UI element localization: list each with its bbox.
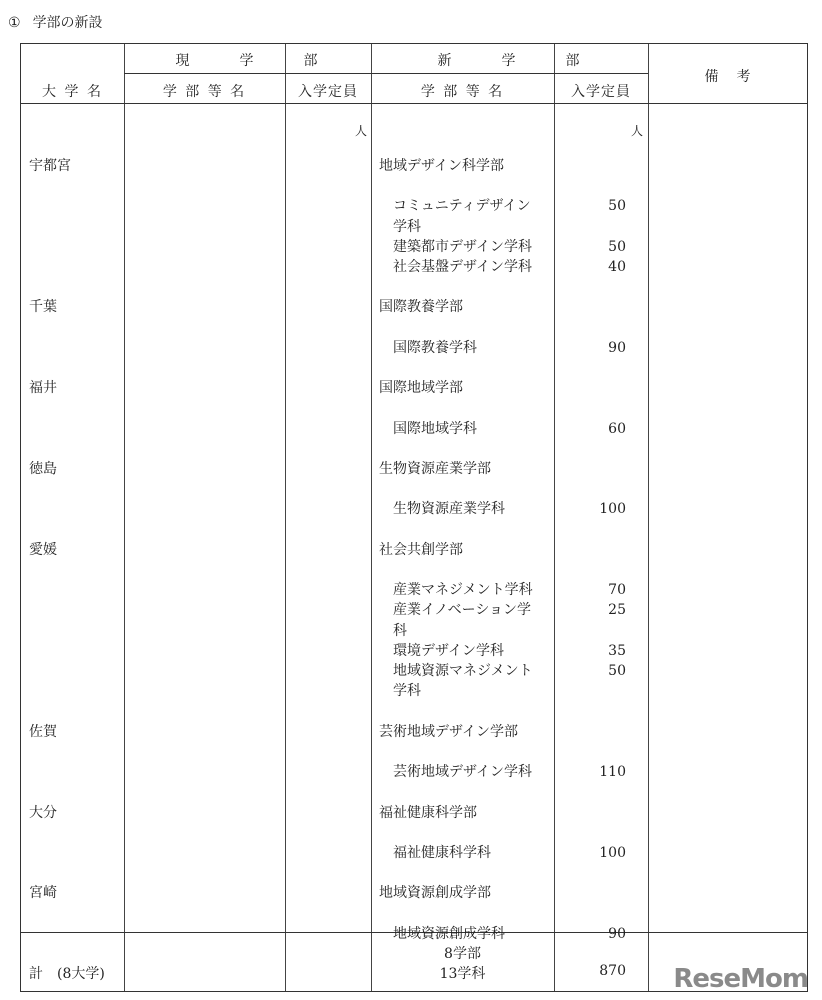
empty-cell	[21, 499, 124, 519]
empty-cell	[21, 237, 124, 257]
empty-cell	[21, 641, 124, 661]
department-name: 社会基盤デザイン学科	[393, 259, 533, 276]
empty-cell	[21, 924, 124, 944]
empty-cell	[648, 156, 809, 176]
empty-cell	[285, 419, 371, 439]
department-name: 芸術地域デザイン学科	[393, 764, 533, 781]
university-name: 大分	[29, 804, 57, 821]
header-new-faculty-name: 学 部 等 名	[420, 84, 505, 100]
empty-cell	[124, 924, 285, 944]
department-capacity: 50	[608, 198, 626, 215]
department-name: 建築都市デザイン学科	[393, 238, 533, 255]
empty-cell	[285, 540, 371, 560]
empty-cell	[648, 883, 809, 903]
empty-cell	[21, 661, 124, 701]
empty-cell	[554, 156, 648, 176]
table-row	[21, 257, 809, 277]
empty-cell	[648, 641, 809, 661]
table-row	[21, 742, 809, 762]
department-capacity: 110	[599, 764, 626, 781]
department-name: 生物資源産業学科	[393, 501, 505, 518]
table-row	[21, 762, 809, 782]
table-row	[21, 520, 809, 540]
department-capacity: 60	[608, 420, 626, 437]
header-current-capacity: 入学定員	[298, 84, 358, 100]
empty-cell	[285, 843, 371, 863]
table-row	[21, 156, 809, 176]
header-current-faculty-name: 学 部 等 名	[162, 84, 247, 100]
header-divider	[124, 73, 648, 74]
empty-cell	[554, 722, 648, 742]
empty-cell	[554, 378, 648, 398]
table-row	[21, 701, 809, 721]
total-capacity: 870	[599, 963, 626, 979]
table-row	[21, 883, 809, 903]
table-row	[21, 338, 809, 358]
empty-cell	[648, 580, 809, 600]
empty-cell	[285, 338, 371, 358]
department-capacity: 100	[599, 501, 626, 518]
empty-cell	[285, 600, 371, 640]
empty-cell	[648, 803, 809, 823]
table-row	[21, 661, 809, 701]
table-row	[21, 823, 809, 843]
university-name: 愛媛	[29, 541, 57, 558]
empty-cell	[124, 237, 285, 257]
department-name: 環境デザイン学科	[393, 642, 505, 659]
table-row	[21, 419, 809, 439]
empty-cell	[648, 600, 809, 640]
empty-cell	[285, 378, 371, 398]
department-name: 福祉健康科学科	[393, 844, 491, 861]
department-capacity: 90	[608, 339, 626, 356]
empty-cell	[648, 661, 809, 701]
empty-cell	[285, 499, 371, 519]
table-row	[21, 843, 809, 863]
resemom-logo: ReseMom	[673, 964, 808, 994]
empty-cell	[124, 196, 285, 236]
empty-cell	[124, 459, 285, 479]
header-new-capacity: 入学定員	[571, 84, 631, 100]
table-row	[21, 904, 809, 924]
table-row	[21, 924, 809, 944]
department-name: 国際地域学科	[393, 420, 477, 437]
university-name: 佐賀	[29, 723, 57, 740]
empty-cell	[648, 843, 809, 863]
empty-cell	[124, 540, 285, 560]
empty-cell	[124, 297, 285, 317]
table-row	[21, 237, 809, 257]
empty-cell	[21, 580, 124, 600]
empty-cell	[285, 297, 371, 317]
empty-cell	[21, 419, 124, 439]
empty-cell	[285, 883, 371, 903]
faculty-name: 地域デザイン科学部	[379, 158, 505, 174]
empty-cell	[285, 803, 371, 823]
department-capacity: 100	[599, 844, 626, 861]
department-capacity: 70	[608, 582, 626, 599]
department-name: 国際教養学科	[393, 339, 477, 356]
empty-cell	[648, 257, 809, 277]
empty-cell	[554, 297, 648, 317]
empty-cell	[648, 419, 809, 439]
empty-cell	[285, 580, 371, 600]
empty-cell	[124, 883, 285, 903]
total-departments: 13学科	[439, 966, 486, 982]
header-bottom-line	[21, 103, 807, 104]
faculty-name: 国際地域学部	[379, 380, 463, 397]
section-title	[8, 12, 103, 32]
empty-cell	[124, 378, 285, 398]
empty-cell	[554, 803, 648, 823]
department-capacity: 50	[608, 238, 626, 255]
table-row	[21, 803, 809, 823]
table-row	[21, 600, 809, 640]
empty-cell	[648, 924, 809, 944]
university-name: 徳島	[29, 461, 57, 478]
empty-cell	[285, 156, 371, 176]
table-row	[21, 439, 809, 459]
department-name: 地域資源マネジメント学科	[393, 663, 533, 700]
faculty-name: 地域資源創成学部	[379, 885, 491, 902]
table-row	[21, 358, 809, 378]
university-name: 宇都宮	[29, 158, 71, 174]
table-row	[21, 479, 809, 499]
faculty-name: 国際教養学部	[379, 299, 463, 316]
department-name: 産業マネジメント学科	[393, 582, 533, 599]
empty-cell	[285, 641, 371, 661]
header-university: 大 学 名	[42, 84, 103, 100]
empty-cell	[285, 661, 371, 701]
empty-cell	[648, 237, 809, 257]
table-row	[21, 782, 809, 802]
empty-cell	[124, 257, 285, 277]
empty-cell	[21, 843, 124, 863]
empty-cell	[648, 297, 809, 317]
empty-cell	[124, 803, 285, 823]
department-name: 地域資源創成学科	[393, 925, 505, 942]
new-faculties-table	[20, 43, 808, 992]
empty-cell	[124, 580, 285, 600]
table-row	[21, 722, 809, 742]
empty-cell	[21, 762, 124, 782]
table-row	[21, 176, 809, 196]
empty-cell	[285, 924, 371, 944]
empty-cell	[285, 722, 371, 742]
empty-cell	[648, 196, 809, 236]
empty-cell	[554, 883, 648, 903]
faculty-name: 福祉健康科学部	[379, 804, 477, 821]
faculty-name: 生物資源産業学部	[379, 461, 491, 478]
department-capacity: 50	[608, 663, 626, 680]
header-new-faculty: 新 学 部	[437, 53, 582, 69]
department-capacity: 40	[608, 259, 626, 276]
table-body	[21, 156, 809, 944]
empty-cell	[648, 540, 809, 560]
table-row	[21, 560, 809, 580]
new-capacity-unit: 人	[631, 124, 644, 138]
empty-cell	[21, 600, 124, 640]
empty-cell	[648, 459, 809, 479]
empty-cell	[648, 499, 809, 519]
empty-cell	[554, 459, 648, 479]
department-name: 産業イノベーション学科	[393, 602, 532, 639]
empty-cell	[21, 196, 124, 236]
faculty-name: 芸術地域デザイン学部	[379, 723, 519, 740]
table-row	[21, 378, 809, 398]
empty-cell	[124, 600, 285, 640]
empty-cell	[21, 257, 124, 277]
empty-cell	[648, 338, 809, 358]
empty-cell	[648, 722, 809, 742]
empty-cell	[124, 156, 285, 176]
header-current-faculty: 現 学 部	[175, 53, 320, 69]
empty-cell	[648, 378, 809, 398]
section-title-text: 学部の新設	[32, 15, 103, 31]
table-row	[21, 398, 809, 418]
department-name: コミュニティデザイン学科	[393, 198, 531, 235]
empty-cell	[124, 661, 285, 701]
department-capacity: 25	[608, 602, 626, 619]
current-capacity-unit: 人	[355, 124, 368, 138]
university-name: 福井	[29, 380, 57, 397]
university-name: 千葉	[29, 299, 57, 316]
empty-cell	[554, 540, 648, 560]
empty-cell	[124, 762, 285, 782]
table-row	[21, 277, 809, 297]
table-row	[21, 297, 809, 317]
empty-cell	[21, 338, 124, 358]
section-number: ①	[8, 15, 21, 31]
total-label: 計 (8大学)	[29, 966, 105, 982]
empty-cell	[124, 641, 285, 661]
empty-cell	[285, 257, 371, 277]
empty-cell	[124, 338, 285, 358]
empty-cell	[285, 237, 371, 257]
table-row	[21, 499, 809, 519]
empty-cell	[124, 499, 285, 519]
faculty-name: 社会共創学部	[379, 541, 463, 558]
empty-cell	[285, 762, 371, 782]
table-row	[21, 641, 809, 661]
total-faculties: 8学部	[444, 946, 481, 962]
university-name: 宮崎	[29, 885, 57, 902]
empty-cell	[648, 762, 809, 782]
department-capacity: 90	[608, 925, 626, 942]
table-row	[21, 540, 809, 560]
table-row	[21, 863, 809, 883]
table-row	[21, 459, 809, 479]
empty-cell	[285, 196, 371, 236]
empty-cell	[124, 722, 285, 742]
empty-cell	[285, 459, 371, 479]
table-row	[21, 196, 809, 236]
empty-cell	[124, 419, 285, 439]
header-remarks: 備 考	[704, 69, 753, 85]
table-row	[21, 580, 809, 600]
table-row	[21, 318, 809, 338]
department-capacity: 35	[608, 642, 626, 659]
empty-cell	[124, 843, 285, 863]
